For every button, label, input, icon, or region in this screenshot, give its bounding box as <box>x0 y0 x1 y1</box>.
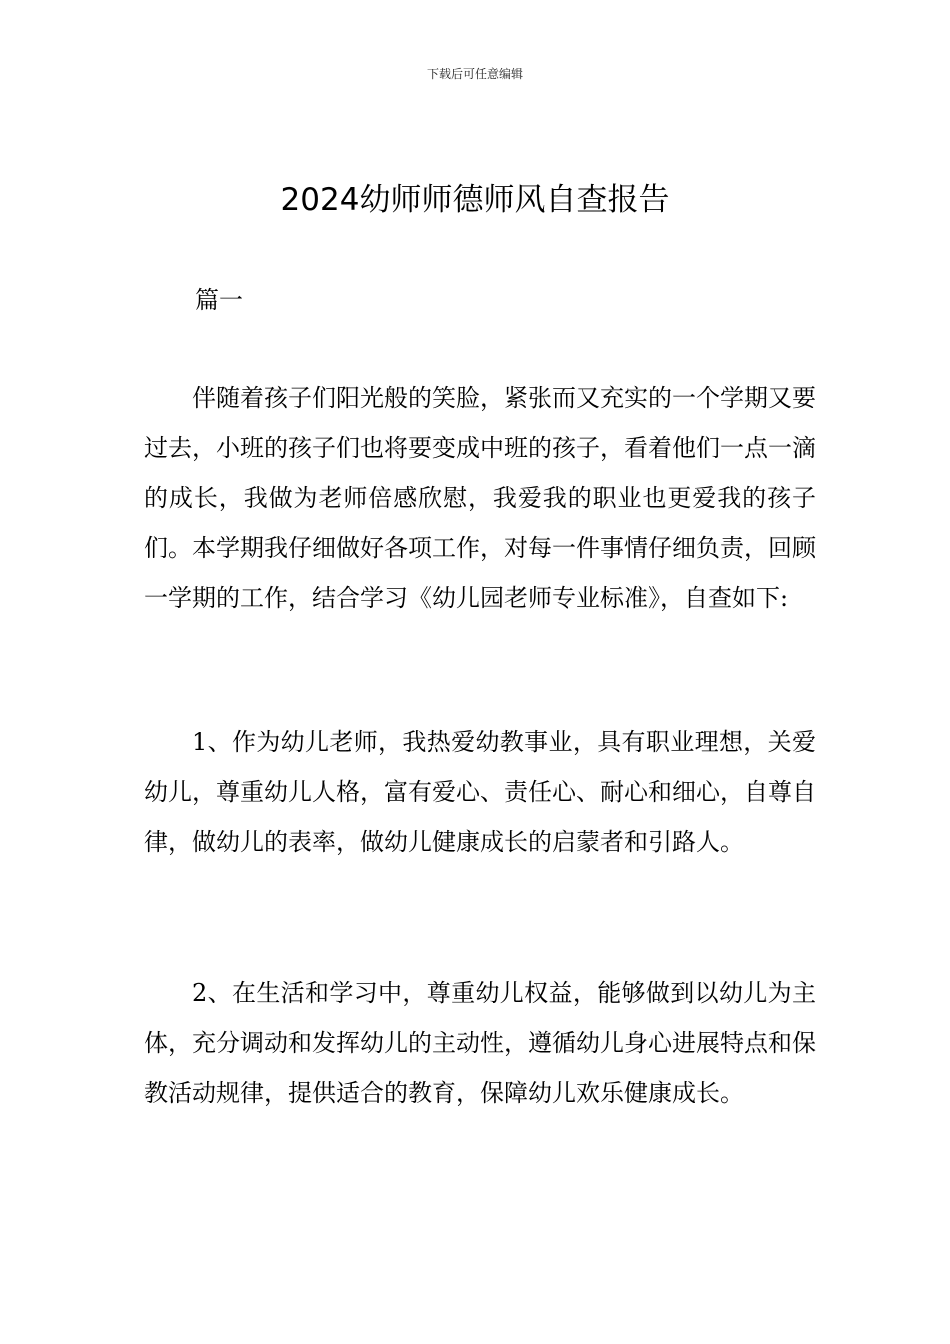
paragraph-item-1: 1、作为幼儿老师，我热爱幼教事业，具有职业理想，关爱幼儿，尊重幼儿人格，富有爱心、责任心、耐心和细心，自尊自律，做幼儿的表率，做幼儿健康成长的启蒙者和引路人。 <box>144 728 816 856</box>
paragraph-intro: 伴随着孩子们阳光般的笑脸，紧张而又充实的一个学期又要过去，小班的孩子们也将要变成中班的孩子，看着他们一点一滴的成长，我做为老师倍感欣慰，我爱我的职业也更爱我的孩子们。本学期我仔细做好各项工作，对每一件事情仔细负责，回顾一学期的工作，结合学习《幼儿园老师专业标准》，自查如下: <box>144 384 816 612</box>
paragraph-item-2: 2、在生活和学习中，尊重幼儿权益，能够做到以幼儿为主体，充分调动和发挥幼儿的主动性，遵循幼儿身心进展特点和保教活动规律，提供适合的教育，保障幼儿欢乐健康成长。 <box>144 979 816 1107</box>
header-note: 下载后可任意编辑 <box>426 67 523 81</box>
section-label: 篇一 <box>195 286 243 314</box>
document-title: 2024幼师师德师风自查报告 <box>280 182 670 218</box>
